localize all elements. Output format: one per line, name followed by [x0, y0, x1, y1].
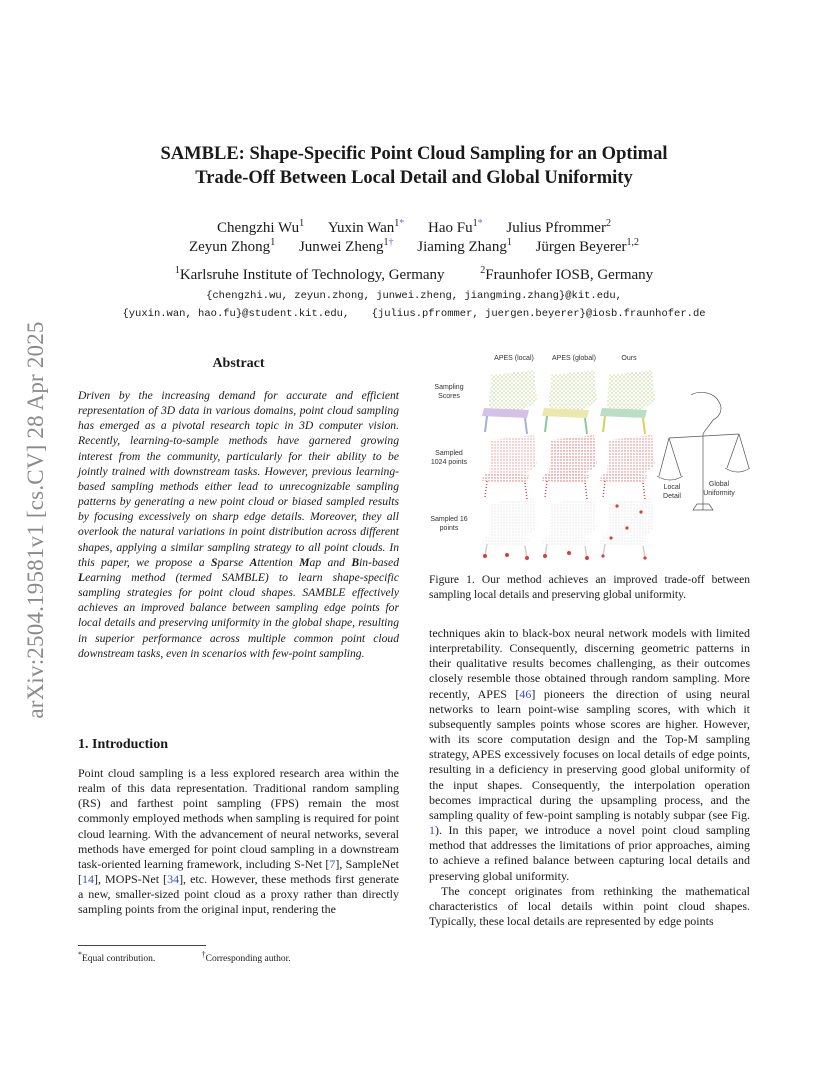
figure-col-label: APES (local)	[494, 355, 534, 362]
affiliation: $^1$Karlsruhe Institute of Technology, Germany	[174, 265, 445, 283]
figure-col-label: Ours	[621, 355, 637, 362]
author: Hao $Fu^{1*}$	[428, 218, 483, 236]
citation-link[interactable]: 46	[519, 686, 532, 701]
arxiv-sidebar-stamp	[22, 280, 50, 760]
paper-title	[90, 142, 738, 190]
chair-score-ours	[600, 370, 655, 434]
paragraph: The concept originates from rethinking the mathematical characteristics of local details within point cloud shapes. Typically, these local details are represented by edge points	[429, 883, 750, 928]
chair-16-apes-global	[542, 498, 597, 560]
arxiv-id: arXiv:2504.19581v1 [cs.CV] 28 Apr 2025	[23, 321, 48, 719]
introduction-heading: 1. Introduction	[78, 737, 168, 752]
author: Julius Pfrommer$^2$	[506, 218, 611, 236]
author-row-2	[90, 237, 738, 256]
figure-graphic	[429, 350, 750, 560]
paragraph: Point cloud sampling is a less explored research area within the realm of this data representation. Traditional random sampling (RS) and farthest point sampling (FPS) remain the most commonly employed methods when sampling is required for point cloud learning. With the advancement of neural networks, several methods have emerged for point cloud sampling in a downstream task-oriented learning framework, including S-Net [7], SampleNet [14], MOPS-Net [34], etc. However, these methods first generate a new, smaller-sized point cloud as a proxy rather than directly sampling points from the original input, rendering the	[78, 766, 399, 917]
chair-16-apes-local	[482, 498, 537, 560]
figure-1-caption: Figure 1. Our method achieves an improved trade-off between sampling local details and preserving global uniformity.	[429, 574, 750, 601]
introduction-body	[78, 766, 399, 918]
chair-1024-apes-global	[542, 435, 597, 499]
citation-link[interactable]: 7	[329, 856, 336, 871]
chair-1024-ours	[600, 435, 655, 499]
figure-row-label: Sampled 1024 points	[430, 450, 468, 466]
title-line-2: Trade-Off Between Local Detail and Global Uniformity	[195, 168, 633, 188]
author: Zeyun Zhong$^1$	[188, 237, 276, 255]
affiliations	[90, 265, 738, 284]
email-line-2: {yuxin.wan, hao.fu}@student.kit.edu, {julius.pfrommer, juergen.beyerer}@iosb.fraunhofer.de	[122, 308, 706, 320]
right-column-body	[429, 626, 750, 929]
footnote-equal: *Equal contribution.	[78, 950, 156, 965]
chair-score-apes-global	[542, 370, 597, 434]
paragraph: techniques akin to black-box neural network models with limited interpretability. Consequently, discerning geometric patterns in their qualitative results becomes challenging, as their outcomes closely resemble those obtained through random sampling. More recently, APES [46] pioneers the direction of using neural networks to learn point-wise sampling scores, with which it subsequently samples points whose scores are higher. However, with its score computation design and the Top-M sampling strategy, APES excessively focuses on local details of edge points, resulting in a deficiency in preserving good global uniformity of the input shapes. Consequently, the interpolation operation becomes impractical during the upsampling process, and the sampling quality of few-point sampling is notably subpar (see Fig. 1). In this paper, we introduce a novel point cloud sampling method that addresses the limitations of prior approaches, aiming to achieve a refined balance between capturing local details and preserving global uniformity.	[429, 626, 750, 883]
citation-link[interactable]: 34	[167, 872, 180, 887]
figure-link[interactable]: 1	[429, 823, 435, 838]
author: Chengzhi Wu$^1$	[217, 218, 305, 236]
citation-link[interactable]: 14	[82, 872, 94, 887]
abstract-heading: Abstract	[212, 356, 265, 371]
footnotes	[78, 950, 399, 964]
author: Jürgen Beyerer$^{1,2}$	[535, 237, 640, 255]
chair-16-ours	[600, 498, 655, 560]
figure-row-label: Sampling Scores	[434, 384, 464, 400]
chair-score-apes-local	[482, 370, 537, 434]
title-line-1: SAMBLE: Shape-Specific Point Cloud Sampling for an Optimal	[160, 144, 668, 164]
footnote-corresponding: †Corresponding author.	[201, 950, 291, 965]
chair-1024-apes-local	[482, 435, 537, 499]
author: Yuxin Wan$^{1*}$	[327, 218, 405, 236]
affiliation: $^2$Fraunhofer IOSB, Germany	[480, 265, 654, 283]
figure-row-label: Sampled 16 points	[430, 516, 468, 532]
author-row-1	[90, 218, 738, 237]
figure-1	[429, 350, 750, 560]
author: Jiaming Zhang$^1$	[417, 237, 512, 255]
scale-label-global: Global Uniformity	[703, 481, 735, 497]
figure-col-label: APES (global)	[552, 355, 596, 362]
email-line-1: {chengzhi.wu, zeyun.zhong, junwei.zheng, jiangming.zhang}@kit.edu,	[206, 290, 622, 302]
footnote-rule	[78, 945, 206, 946]
author: Junwei Zheng$^{1\dagger}$	[298, 237, 394, 255]
abstract-body: Driven by the increasing demand for accurate and efficient representation of 3D data in various domains, point cloud sampling has emerged as a pivotal research topic in 3D computer vision. Recently, learning-to-sample methods have garnered growing interest from the community, particularly for their ability to be jointly trained with downstream tasks. However, previous learning-based sampling methods either lead to unrecognizable sampling patterns by generating a new point cloud or biased sampled results by focusing excessively on sharp edge details. Moreover, they all overlook the natural variations in point distribution across different shapes, applying a similar sampling strategy to all point clouds. In this paper, we propose a Sparse Attention Map and Bin-based Learning method (termed SAMBLE) to learn shape-specific sampling strategies for point cloud shapes. SAMBLE effectively achieves an improved balance between sampling edge points for local details and preserving uniformity in the global shape, resulting in superior performance across multiple common point cloud downstream tasks, even in scenarios with few-point sampling.	[78, 389, 399, 660]
scale-label-local: Local Detail	[663, 484, 681, 500]
